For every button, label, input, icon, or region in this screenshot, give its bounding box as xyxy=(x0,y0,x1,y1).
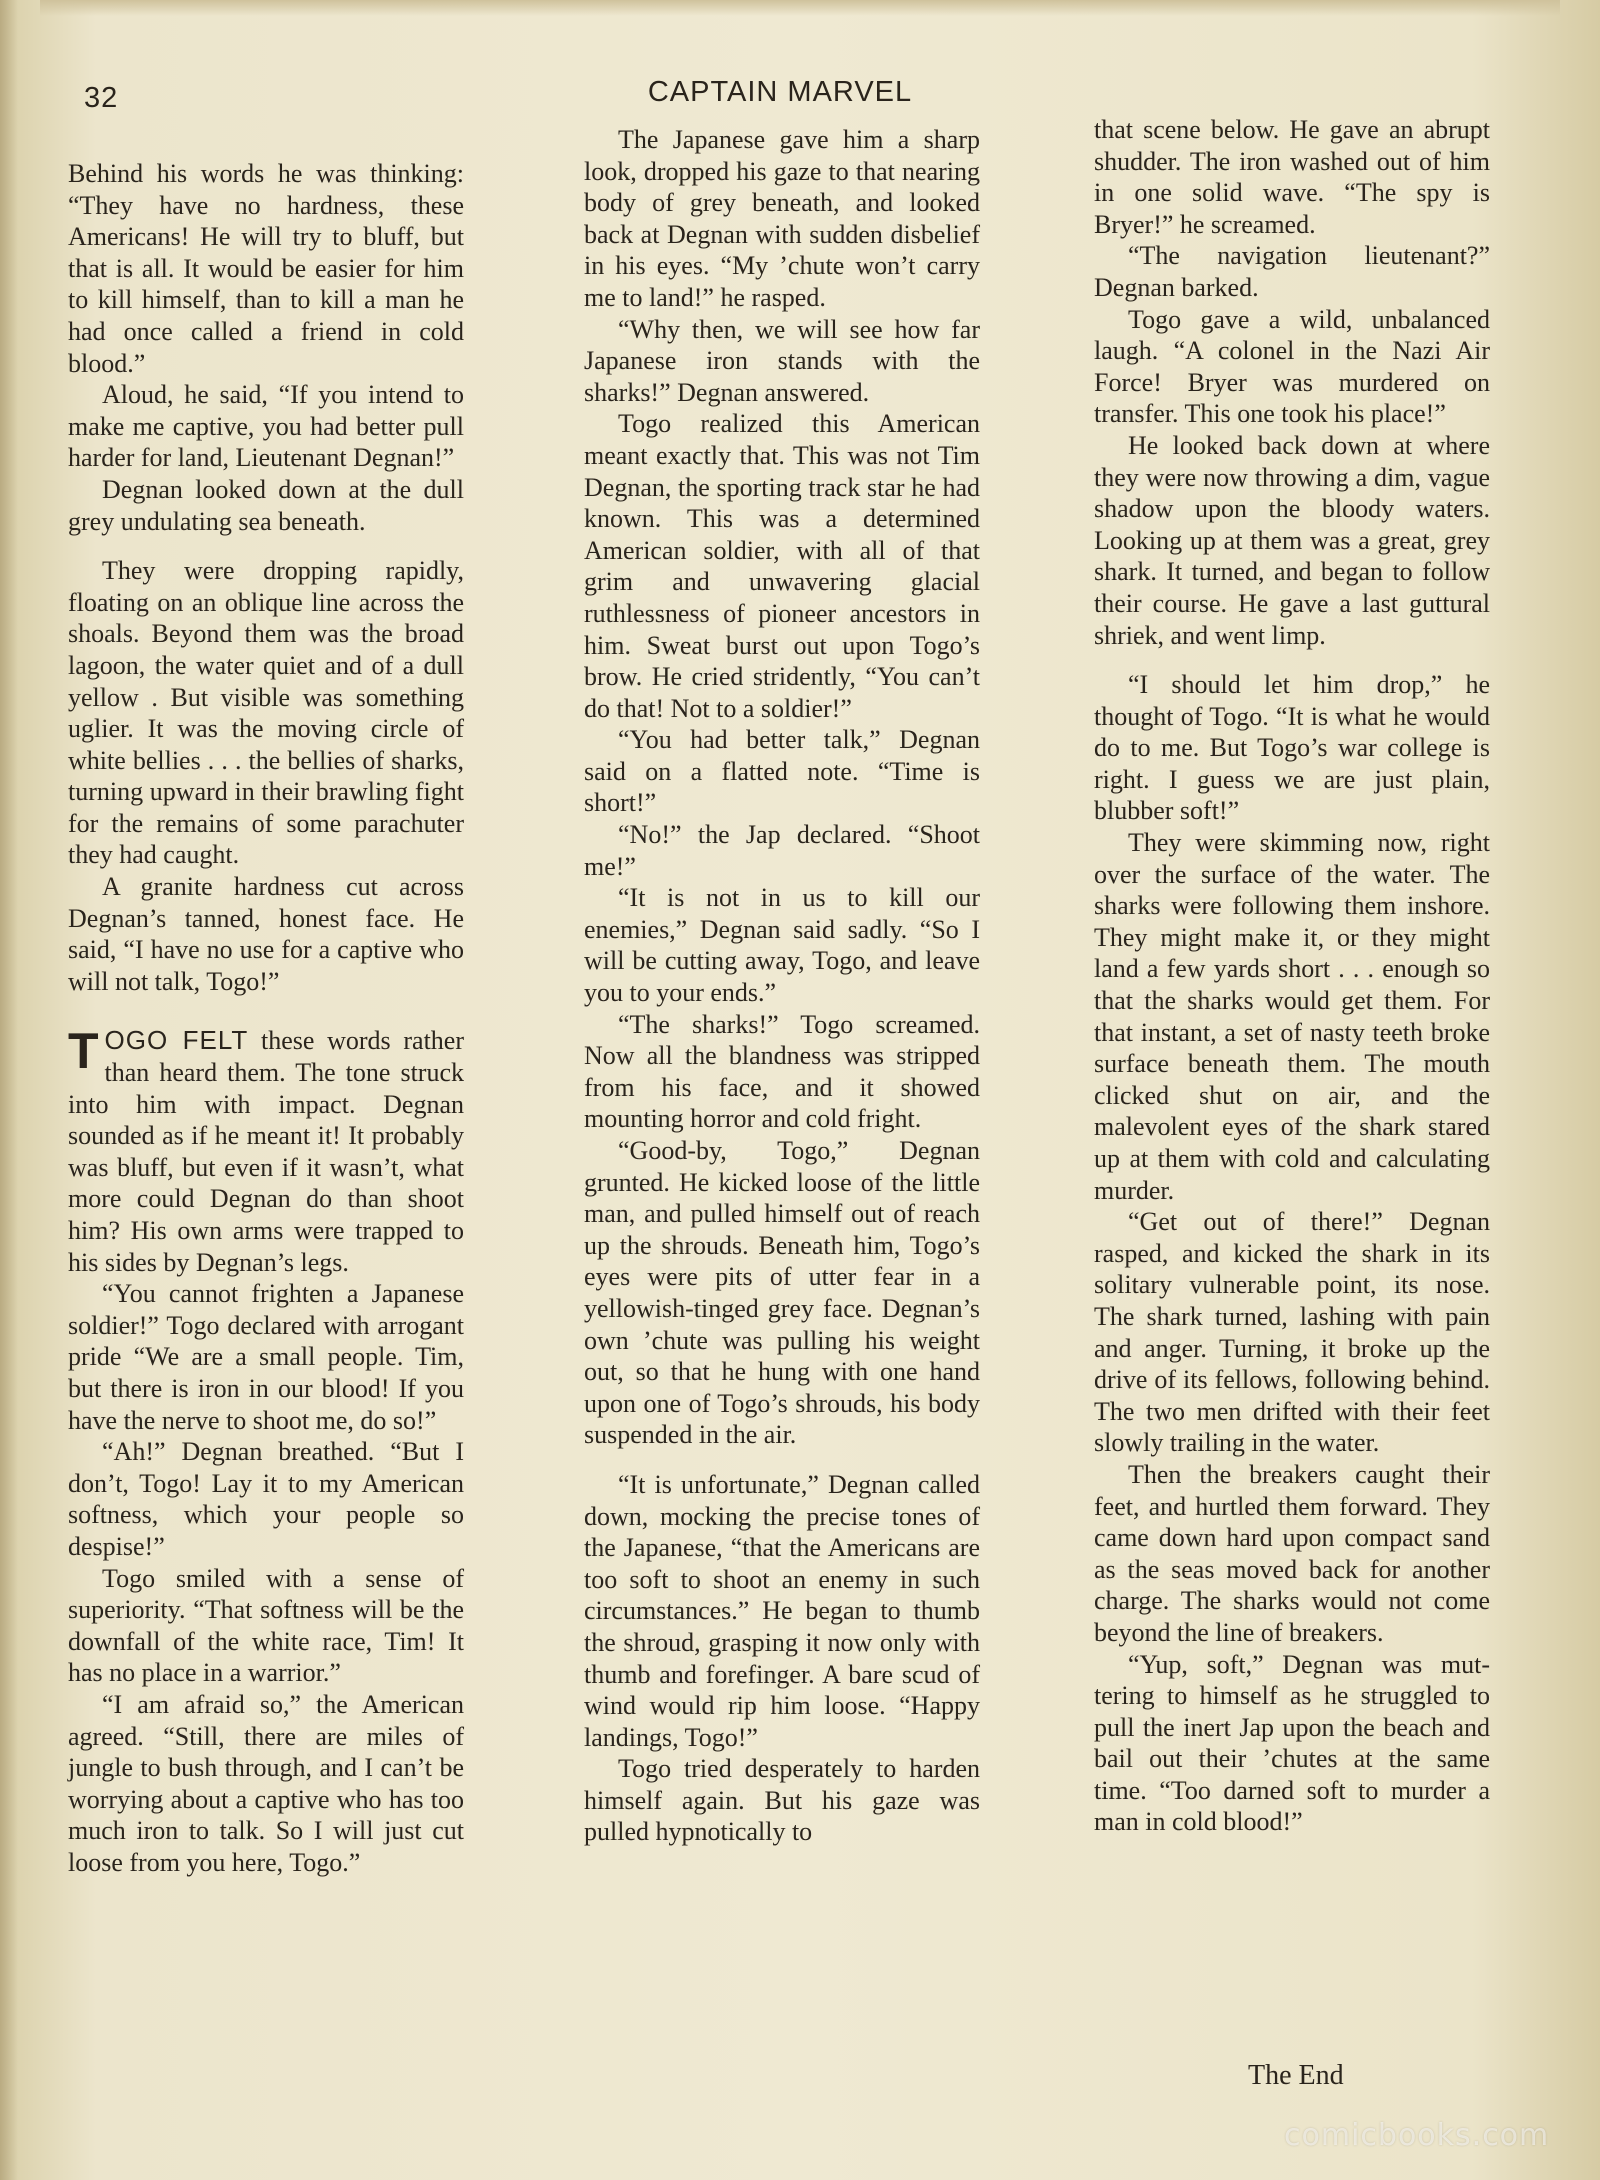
paragraph: Behind his words he was thinking: “They have no hardness, these Americans! He will try to bluff, but that is all. It would be easier for him to kill himself, than to kill a man he had once called a friend in cold blood.” xyxy=(68,159,464,378)
paragraph: They were dropping rapidly, floating on an oblique line across the shoals. Beyond them was the broad lagoon, the water quiet and of a dull yellow . But visible was something uglier. It was the moving circle of white bellies . . . the bellies of sharks, turning upward in their brawling fight for the remains of some parachuter they had caught. xyxy=(68,556,464,870)
paragraph: “The navigation lieutenant?” Degnan barked. xyxy=(1094,241,1490,302)
paragraph: He looked back down at where they were now throwing a dim, vague shadow upon the bloody waters. Looking up at them was a great, grey shark. It turned, and began to follow their course. He gave a last guttural shriek, and went limp. xyxy=(1094,430,1490,650)
paragraph-body: these words rather than heard them. The tone struck into him with impact. Degnan sounded as if he meant it! It probably was bluff, but even if it wasn’t, what more could Degnan do than shoot him? His own arms were trapped to his sides by Degnan’s legs. xyxy=(68,1026,464,1277)
paragraph: Togo tried desperately to harden himself again. But his gaze was pulled hypnotically to xyxy=(584,1754,980,1847)
running-title: CAPTAIN MARVEL xyxy=(647,76,913,108)
paragraph: “Good-by, Togo,” Degnan grunted. He kicked loose of the little man, and pulled himself out of reach up the shrouds. Beneath him, Togo’s eyes were pits of utter fear in a yellowish-tinged grey face. Degnan’s own ’chute was pulling his weight out, so that he hung with one hand upon one of Togo’s shrouds, his body suspended in the air. xyxy=(584,1136,980,1450)
top-edge-shadow xyxy=(40,0,1560,16)
source-watermark: comicbooks.com xyxy=(1284,2118,1550,2153)
text-column-middle xyxy=(584,124,980,1848)
lead-in-text: OGO FELT xyxy=(104,1025,249,1056)
paragraph: Togo realized this American meant exactly that. This was not Tim Degnan, the sporting track star he had known. This was a determined American soldier, with all of that grim and unwavering glacial ruthlessness of pioneer ancestors in him. Sweat burst out upon Togo’s brow. He cried stridently, “You can’t do that! Not to a soldier!” xyxy=(584,409,980,723)
paragraph: Togo gave a wild, unbalanced laugh. “A colonel in the Nazi Air Force! Bryer was murdered on transfer. This one took his place!” xyxy=(1094,304,1490,429)
paragraph: “Yup, soft,” Degnan was muttering to himself as he struggled to pull the inert Jap upon the beach and bail out their ’chutes at the same time. “Too darned soft to murder a man in cold blood!” xyxy=(1094,1649,1490,1837)
drop-cap: T xyxy=(68,1023,99,1080)
paragraph: “No!” the Jap declared. “Shoot me!” xyxy=(584,820,980,881)
paragraph: “I should let him drop,” he thought of Togo. “It is what he would do to me. But Togo’s war college is right. I guess we are just plain, blubber soft!” xyxy=(1094,670,1490,826)
paragraph: Togo smiled with a sense of superiority. “That softness will be the downfall of the white race, Tim! It has no place in a warrior.” xyxy=(68,1563,464,1688)
paragraph: “You had better talk,” Degnan said on a flatted note. “Time is short!” xyxy=(584,725,980,818)
paragraph: “The sharks!” Togo screamed. Now all the blandness was stripped from his face, and it showed mounting horror and cold fright. xyxy=(584,1009,980,1134)
paragraph: Aloud, he said, “If you intend to make me captive, you had better pull harder for land, Lieutenant Degnan!” xyxy=(68,380,464,473)
paragraph: The Japanese gave him a sharp look, dropped his gaze to that nearing body of grey beneath, and looked back at Degnan with sudden disbelief in his eyes. “My ’chute won’t carry me to land!” he rasped. xyxy=(584,125,980,312)
paragraph: that scene below. He gave an abrupt shudder. The iron washed out of him in one solid wave. “The spy is Bryer!” he screamed. xyxy=(1094,115,1490,239)
paragraph: “Ah!” Degnan breathed. “But I don’t, Togo! Lay it to my American softness, which your people so despise!” xyxy=(68,1437,464,1561)
page-binding-edge xyxy=(0,0,18,2180)
paragraph: “It is unfortunate,” Degnan called down, mocking the precise tones of the Japanese, “that the Americans are too soft to shoot an enemy in such circumstances.” He began to thumb the shroud, grasping it now only with thumb and forefinger. A bare scud of wind would rip him loose. “Happy landings, Togo!” xyxy=(584,1469,980,1752)
paragraph: “Get out of there!” Degnan rasped, and kicked the shark in its solitary vulnerable point, its nose. The shark turned, lashing with pain and anger. Turning, it broke up the drive of its fellows, following behind. The two men drifted with their feet slowly trailing in the water. xyxy=(1094,1207,1490,1458)
paragraph: A granite hardness cut across Degnan’s tanned, honest face. He said, “I have no use for a captive who will not talk, Togo!” xyxy=(68,872,464,996)
paragraph: “Why then, we will see how far Japanese iron stands with the sharks!” Degnan answered. xyxy=(584,314,980,407)
paragraph: “You cannot frighten a Japanese soldier!” Togo declared with arrogant pride “We are a small people. Tim, but there is iron in our blood! If you have the nerve to shoot me, do so!” xyxy=(68,1279,464,1435)
paragraph: Then the breakers caught their feet, and hurtled them forward. They came down hard upon compact sand as the seas moved back for another charge. The sharks would not come beyond the line of breakers. xyxy=(1094,1459,1490,1647)
page-number: 32 xyxy=(84,82,119,114)
paragraph: Degnan looked down at the dull grey undulating sea beneath. xyxy=(68,474,464,536)
end-mark: The End xyxy=(1248,2060,1344,2091)
paragraph: They were skimming now, right over the surface of the water. The sharks were following them inshore. They might make it, or they might land a few yards short . . . enough so that the sharks would get them. For that instant, a set of nasty teeth broke surface beneath them. The mouth clicked shut on air, and the malevolent eyes of the shark stared up at them with cold and calculating murder. xyxy=(1094,828,1490,1205)
paragraph: “It is not in us to kill our enemies,” Degnan said sadly. “So I will be cutting away, Togo, and leave you to your ends.” xyxy=(584,883,980,1008)
paragraph: “I am afraid so,” the American agreed. “Still, there are miles of jungle to bush through, and I can’t be worrying about a captive who has too much iron to talk. So I will just cut loose from you here, Togo.” xyxy=(68,1689,464,1877)
section-opening-paragraph xyxy=(68,1025,464,1278)
text-column-right xyxy=(1094,114,1490,1838)
text-column-left xyxy=(68,158,464,1878)
